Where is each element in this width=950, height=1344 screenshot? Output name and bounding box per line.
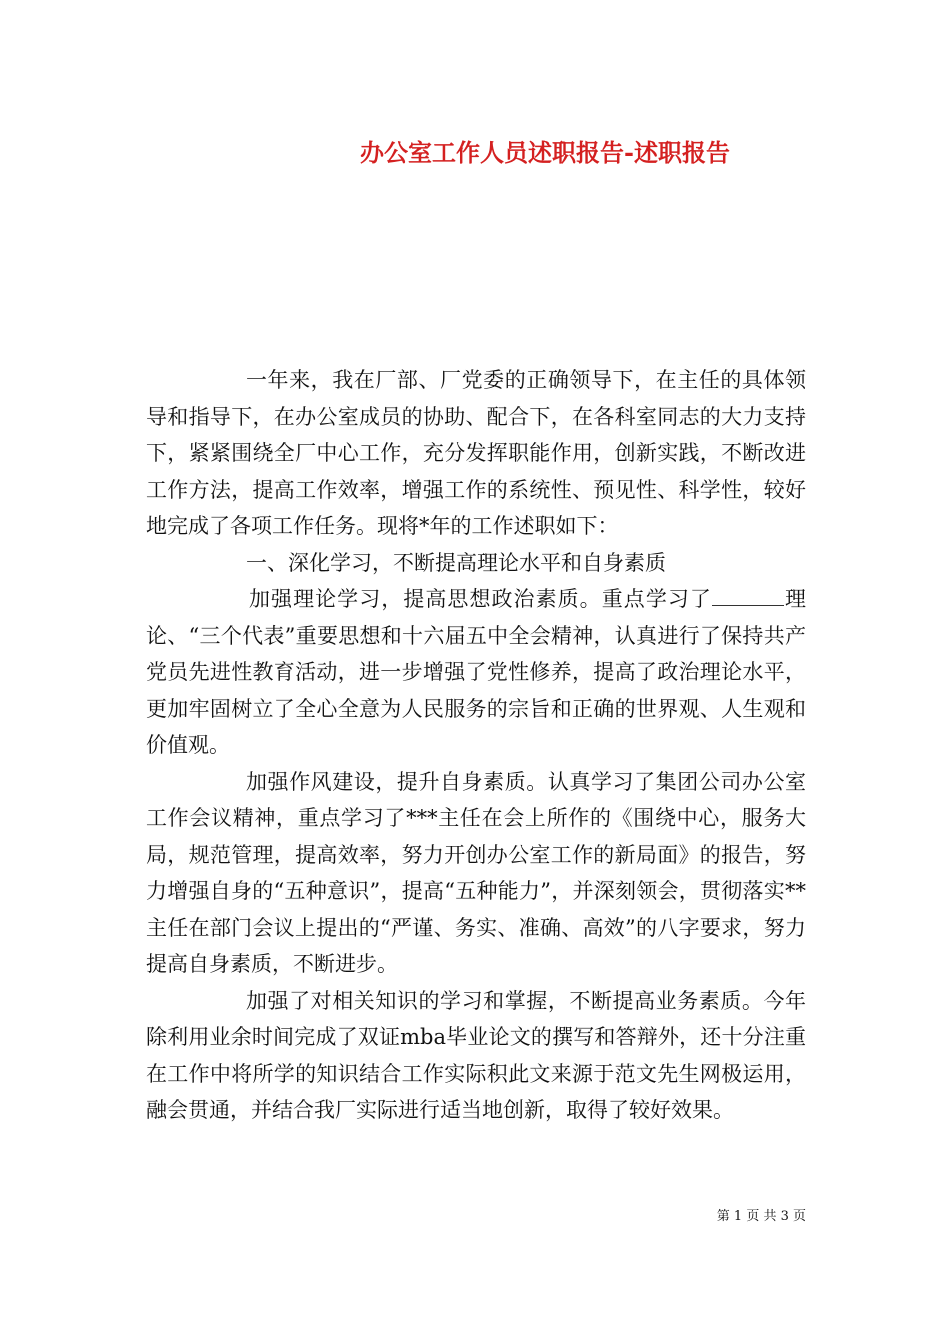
- section-heading: 一、深化学习，不断提高理论水平和自身素质: [246, 550, 666, 575]
- paragraph-knowledge: 加强了对相关知识的学习和掌握，不断提高业务素质。今年除利用业余时间完成了双证mba毕业论文的撰写和答辩外，还十分注重在工作中将所学的知识结合工作实际积此文来源于范文先生网极运用，融会贯通，并结合我厂实际进行适当地创新，取得了较好效果。: [146, 988, 806, 1122]
- paragraph-style-building: 加强作风建设，提升自身素质。认真学习了集团公司办公室工作会议精神，重点学习了***主任在会上所作的《围绕中心，服务大局，规范管理，提高效率，努力开创办公室工作的新局面》的报告，努力增强自身的“五种意识”，提高“五种能力”，并深刻领会，贯彻落实**主任在部门会议上提出的“严谨、务实、准确、高效”的八字要求，努力提高自身素质，不断进步。: [146, 769, 806, 976]
- page-number-footer: 第 1 页 共 3 页: [716, 1209, 806, 1224]
- paragraph-theory-study-body: 理论、“三个代表”重要思想和十六届五中全会精神，认真进行了保持共产党员先进性教育活动，进一步增强了党性修养，提高了政治理论水平，更加牢固树立了全心全意为人民服务的宗旨和正确的世界观、人生观和价值观。: [146, 587, 806, 757]
- document-body: [146, 362, 806, 1129]
- paragraph-intro: 一年来，我在厂部、厂党委的正确领导下，在主任的具体领导和指导下，在办公室成员的协助、配合下，在各科室同志的大力支持下，紧紧围绕全厂中心工作，充分发挥职能作用，创新实践，不断改进工作方法，提高工作效率，增强工作的系统性、预见性、科学性，较好地完成了各项工作任务。现将*年的工作述职如下：: [146, 368, 806, 538]
- page-title: 办公室工作人员述职报告-述职报告: [360, 138, 730, 167]
- paragraph-theory-study: [146, 581, 806, 764]
- blank-underline: [712, 585, 784, 606]
- paragraph-theory-study-lead: 加强理论学习，提高思想政治素质。重点学习了: [249, 587, 712, 611]
